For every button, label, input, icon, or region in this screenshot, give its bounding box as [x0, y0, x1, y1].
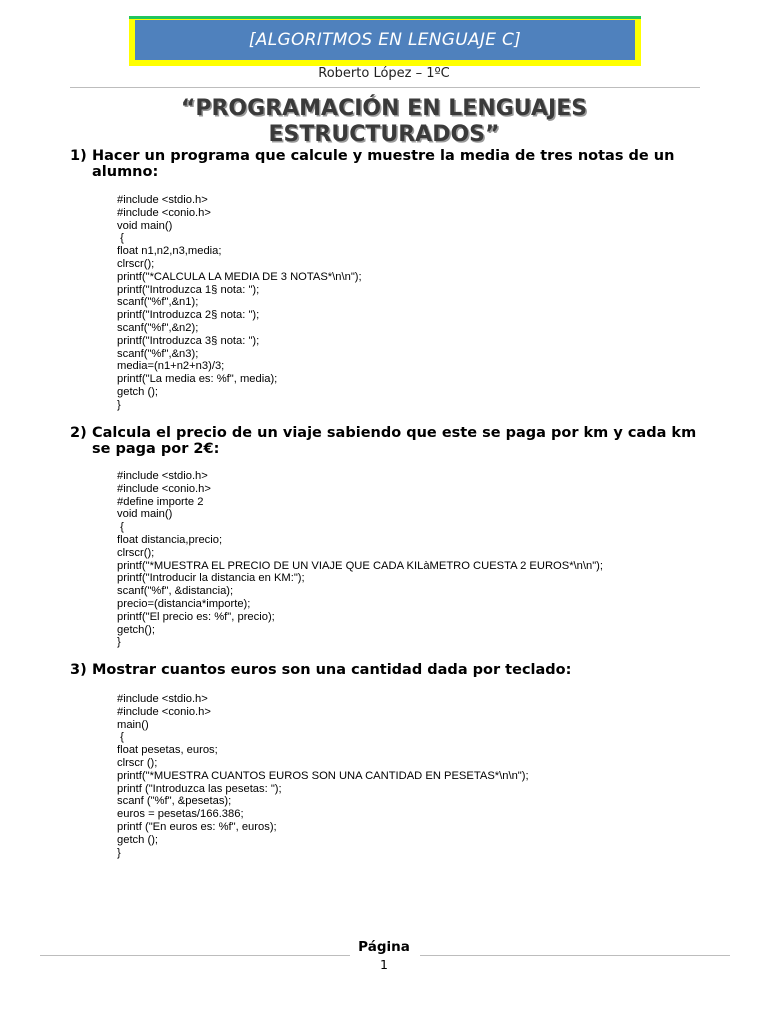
exercise-text: Mostrar cuantos euros son una cantidad dada por teclado: [92, 662, 572, 678]
header-banner [129, 16, 641, 66]
page-title-line-1: “PROGRAMACIÓN EN LENGUAJES [180, 96, 588, 121]
header-divider [70, 87, 700, 88]
exercise-text: Calcula el precio de un viaje sabiendo que este se paga por km y cada km se paga por 2€: [92, 425, 697, 457]
footer-page-number: 1 [380, 957, 388, 972]
exercise-number: 2) [70, 425, 87, 441]
exercise-1-statement [70, 148, 710, 180]
footer-page-label: Página [358, 939, 410, 955]
exercise-text: Hacer un programa que calcule y muestre la media de tres notas de un alumno: [92, 148, 675, 180]
exercise-1-code: #include <stdio.h> #include <conio.h> void main() { float n1,n2,n3,media; clrscr(); printf("*CALCULA LA MEDIA DE 3 NOTAS*\n\n"); printf("Introduzca 1§ nota: "); scanf("%f",&n1); printf("Introduzca 2§ nota: "); scanf("%f",&n2); printf("Introduzca 3§ nota: "); scanf("%f",&n3); media=(n1+n2+n3)/3; printf("La media es: %f", media); getch (); } [117, 194, 362, 411]
banner-top-stripe [129, 16, 641, 19]
page-title [0, 96, 768, 148]
footer-rule-left [40, 955, 350, 956]
footer-rule-right [420, 955, 730, 956]
exercise-2-code: #include <stdio.h> #include <conio.h> #define importe 2 void main() { float distancia,precio; clrscr(); printf("*MUESTRA EL PRECIO DE UN VIAJE QUE CADA KILàMETRO CUESTA 2 EUROS*\n\n"); printf("Introducir la distancia en KM:"); scanf("%f", &distancia); precio=(distancia*importe); printf("El precio es: %f", precio); getch(); } [117, 470, 604, 649]
exercise-3-statement [70, 662, 710, 678]
exercise-3-code: #include <stdio.h> #include <conio.h> main() { float pesetas, euros; clrscr (); printf("*MUESTRA CUANTOS EUROS SON UNA CANTIDAD EN PESETAS*\n\n"); printf ("Introduzca las pesetas: "); scanf ("%f", &pesetas); euros = pesetas/166.386; printf ("En euros es: %f", euros); getch (); } [117, 693, 529, 859]
banner-title: [ALGORITMOS EN LENGUAJE C] [248, 30, 522, 50]
banner-box [135, 20, 635, 60]
exercise-number: 1) [70, 148, 87, 164]
exercise-number: 3) [70, 662, 87, 678]
page-title-line-2: ESTRUCTURADOS” [268, 122, 500, 147]
author-line: Roberto López – 1ºC [318, 66, 450, 81]
exercise-2-statement [70, 425, 710, 457]
